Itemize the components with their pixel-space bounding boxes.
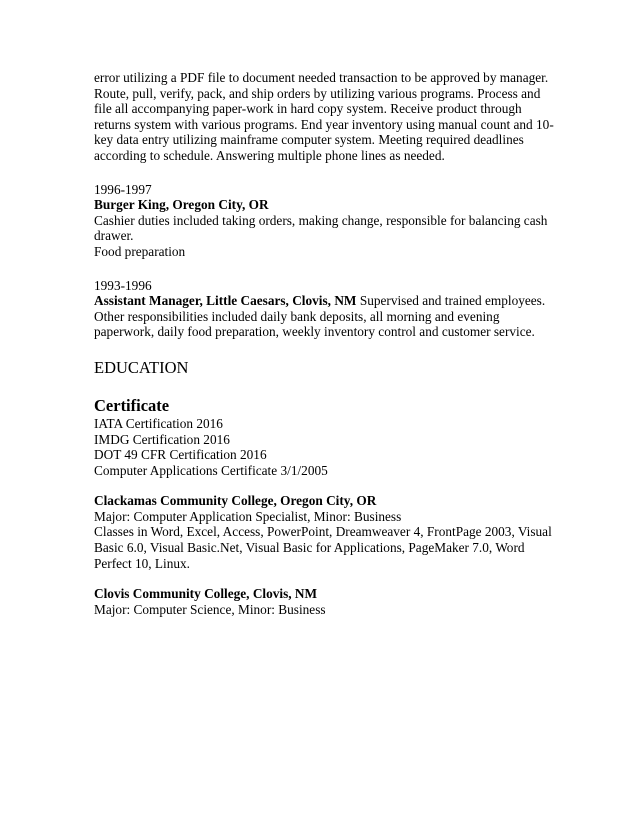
spacer [94, 478, 554, 493]
school-major: Major: Computer Application Specialist, Minor: Business [94, 508, 402, 524]
certificate-item: IMDG Certification 2016 [94, 431, 230, 447]
job-entry-little-caesars [94, 278, 554, 340]
spacer [94, 340, 554, 358]
certificate-section [94, 396, 554, 478]
education-heading: EDUCATION [94, 357, 189, 377]
school-major: Major: Computer Science, Minor: Business [94, 601, 326, 617]
certificate-title: Certificate [94, 395, 170, 415]
job-description: Supervised and trained employees. Other responsibilities included daily bank deposits, all morning and evening paperwork, daily food preparation, weekly inventory control and customer service. [94, 293, 546, 340]
resume-content [94, 70, 554, 617]
certificate-item: IATA Certification 2016 [94, 415, 223, 431]
spacer [94, 164, 554, 182]
certificate-item: Computer Applications Certificate 3/1/2005 [94, 462, 328, 478]
spacer [94, 260, 554, 278]
certificate-item: DOT 49 CFR Certification 2016 [94, 447, 267, 463]
spacer [94, 571, 554, 586]
job-employer: Assistant Manager, Little Caesars, Clovis, NM [94, 293, 357, 309]
school-classes: Classes in Word, Excel, Access, PowerPoint, Dreamweaver 4, FrontPage 2003, Visual Basic 6.0, Visual Basic.Net, Visual Basic for Applications, PageMaker 7.0, Word Perfect 10, Linux. [94, 524, 552, 571]
job-dates: 1993-1996 [94, 277, 152, 293]
experience-paragraph: error utilizing a PDF file to document needed transaction to be approved by manager. Route, pull, verify, pack, and ship orders by utilizing various programs. Process and file all accompanying paper-work in hard copy system. Receive product through returns system with various programs. End year inventory using manual count and 10-key data entry utilizing mainframe computer system. Meeting required deadlines according to schedule. Answering multiple phone lines as needed. [94, 70, 554, 163]
job-description: Cashier duties included taking orders, making change, responsible for balancing cash drawer. [94, 212, 548, 244]
job-dates: 1996-1997 [94, 181, 152, 197]
job-entry-burger-king [94, 182, 554, 260]
job-employer: Burger King, Oregon City, OR [94, 197, 269, 213]
school-clovis [94, 586, 554, 617]
school-clackamas [94, 493, 554, 571]
job-extra: Food preparation [94, 243, 186, 259]
spacer [94, 378, 554, 396]
school-name: Clackamas Community College, Oregon City, OR [94, 493, 377, 509]
job-summary [94, 293, 554, 340]
school-name: Clovis Community College, Clovis, NM [94, 586, 318, 602]
